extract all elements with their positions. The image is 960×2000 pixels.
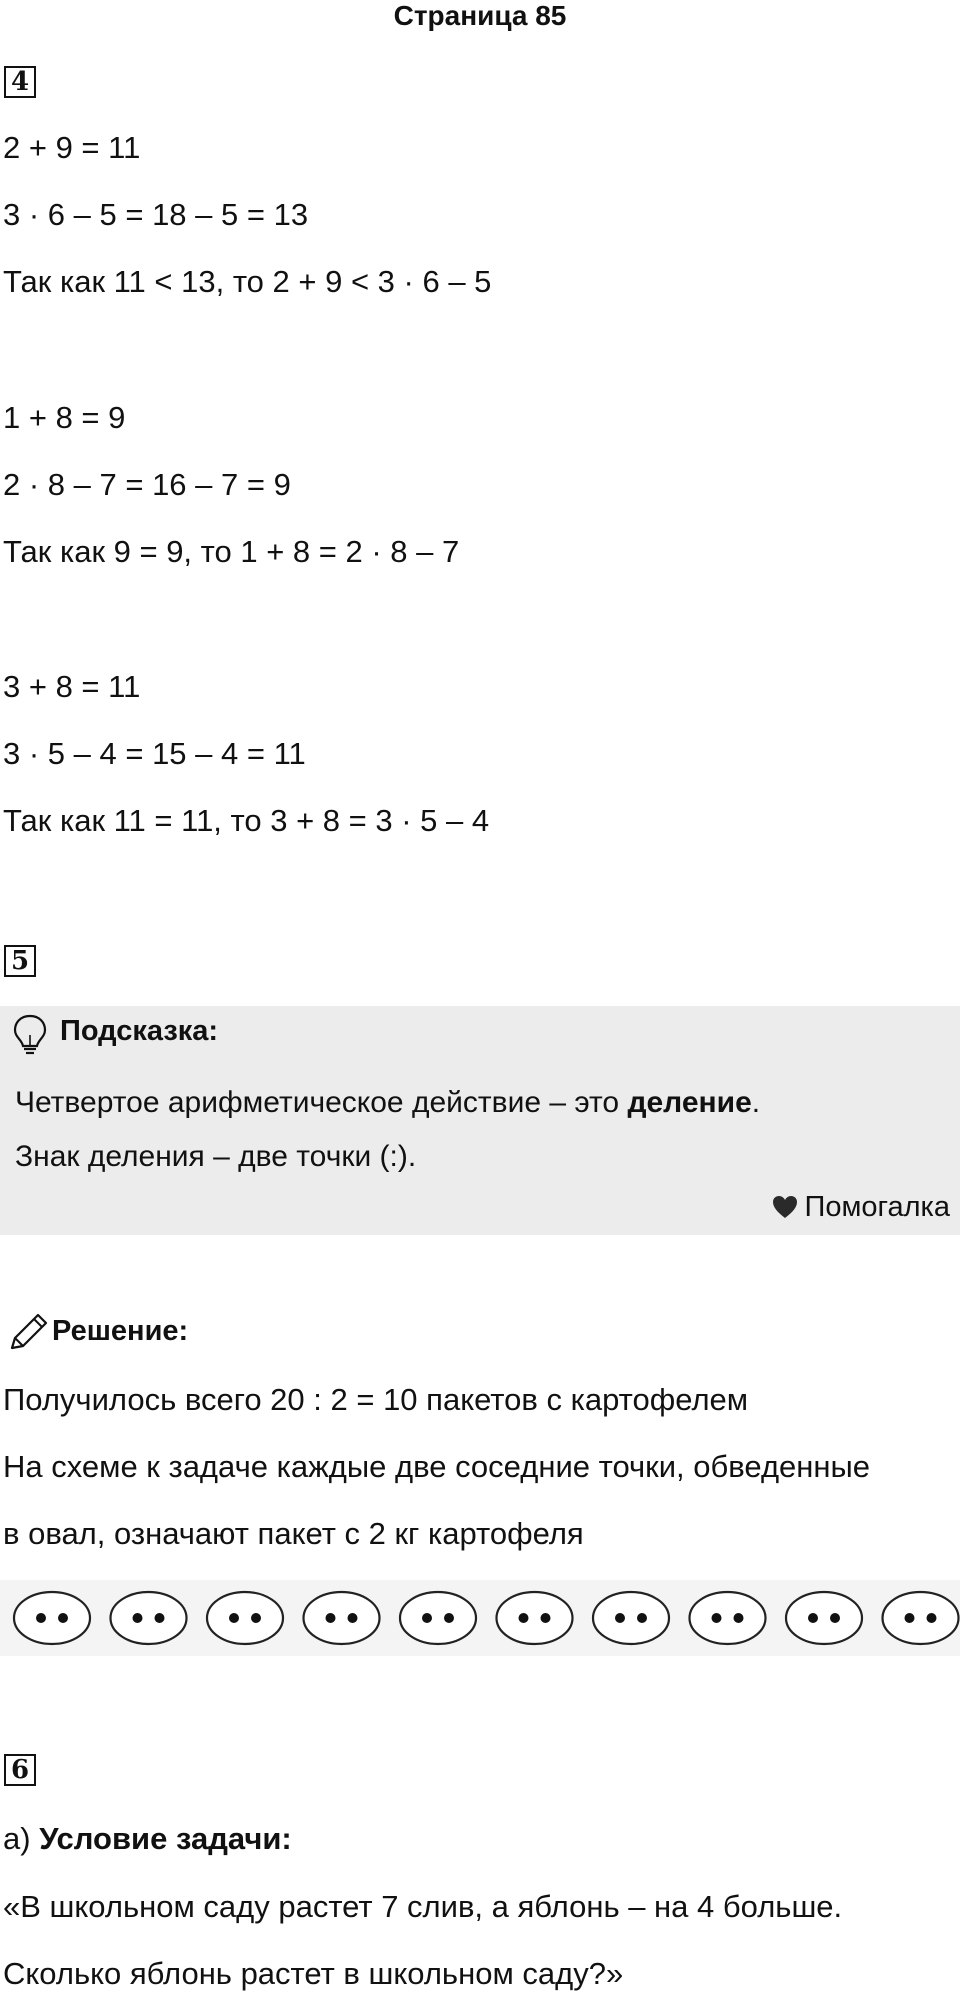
- potato-dot: [348, 1613, 358, 1623]
- potato-dot: [251, 1613, 261, 1623]
- potato-dot: [541, 1613, 551, 1623]
- bag-oval: [883, 1592, 959, 1644]
- oval-scheme: [0, 1580, 960, 1656]
- hint-line-1: [15, 1084, 760, 1122]
- hint-footer: [771, 1188, 950, 1226]
- solution-title: Решение:: [52, 1315, 189, 1347]
- potato-dot: [519, 1613, 529, 1623]
- bag-oval: [593, 1592, 669, 1644]
- task4-line: Так как 9 = 9, то 1 + 8 = 2 · 8 – 7: [3, 534, 460, 569]
- bag-oval: [690, 1592, 766, 1644]
- bag-oval: [497, 1592, 573, 1644]
- task6-condition-title: Условие задачи:: [39, 1821, 292, 1856]
- heart-icon: [771, 1194, 799, 1220]
- solution-line: Получилось всего 20 : 2 = 10 пакетов с картофелем: [3, 1382, 749, 1417]
- potato-dot: [36, 1613, 46, 1623]
- task-number-5: 5: [4, 945, 36, 977]
- bag-oval: [786, 1592, 862, 1644]
- solution-line: На схеме к задаче каждые две соседние точки, обведенные: [3, 1449, 871, 1484]
- solution-line: в овал, означают пакет с 2 кг картофеля: [3, 1516, 584, 1551]
- potato-dot: [808, 1613, 818, 1623]
- potato-dot: [905, 1613, 915, 1623]
- page-title: Страница 85: [393, 0, 567, 31]
- task6-condition-heading: [3, 1820, 292, 1858]
- task4-line: Так как 11 = 11, то 3 + 8 = 3 · 5 – 4: [3, 803, 490, 838]
- task6-line: «В школьном саду растет 7 слив, а яблонь – на 4 больше.: [3, 1889, 843, 1924]
- potato-dot: [229, 1613, 239, 1623]
- potato-dot: [637, 1613, 647, 1623]
- oval-scheme-figure: [0, 1580, 960, 1656]
- bag-oval: [400, 1592, 476, 1644]
- hint-line-1-suffix: .: [751, 1086, 761, 1119]
- hint-footer-label: Помогалка: [804, 1191, 950, 1223]
- potato-dot: [58, 1613, 68, 1623]
- task6-part-label: а): [3, 1821, 40, 1856]
- hint-line-1-prefix: Четвертое арифметическое действие – это: [15, 1086, 628, 1119]
- potato-dot: [444, 1613, 454, 1623]
- hint-title: Подсказка:: [60, 1015, 219, 1047]
- potato-dot: [155, 1613, 165, 1623]
- potato-dot: [927, 1613, 937, 1623]
- task4-line: 2 · 8 – 7 = 16 – 7 = 9: [3, 467, 291, 502]
- pencil-icon: [6, 1310, 50, 1354]
- potato-dot: [734, 1613, 744, 1623]
- task-number-4: 4: [4, 66, 36, 98]
- hint-keyword: деление: [627, 1086, 752, 1119]
- potato-dot: [422, 1613, 432, 1623]
- bag-oval: [14, 1592, 90, 1644]
- hint-line-2: Знак деления – две точки (:).: [15, 1140, 417, 1173]
- task6-line: Сколько яблонь растет в школьном саду?»: [3, 1956, 624, 1991]
- lightbulb-icon: [10, 1013, 50, 1055]
- task4-line: 3 · 5 – 4 = 15 – 4 = 11: [3, 736, 306, 771]
- task4-line: 1 + 8 = 9: [3, 400, 126, 435]
- potato-dot: [326, 1613, 336, 1623]
- potato-dot: [830, 1613, 840, 1623]
- task4-line: Так как 11 < 13, то 2 + 9 < 3 · 6 – 5: [3, 264, 492, 299]
- bag-oval: [111, 1592, 187, 1644]
- task4-line: 3 · 6 – 5 = 18 – 5 = 13: [3, 197, 309, 232]
- task4-line: 2 + 9 = 11: [3, 130, 141, 165]
- potato-dot: [712, 1613, 722, 1623]
- bag-oval: [207, 1592, 283, 1644]
- potato-dot: [133, 1613, 143, 1623]
- task4-line: 3 + 8 = 11: [3, 669, 141, 704]
- task-number-6: 6: [4, 1754, 36, 1786]
- bag-oval: [304, 1592, 380, 1644]
- potato-dot: [615, 1613, 625, 1623]
